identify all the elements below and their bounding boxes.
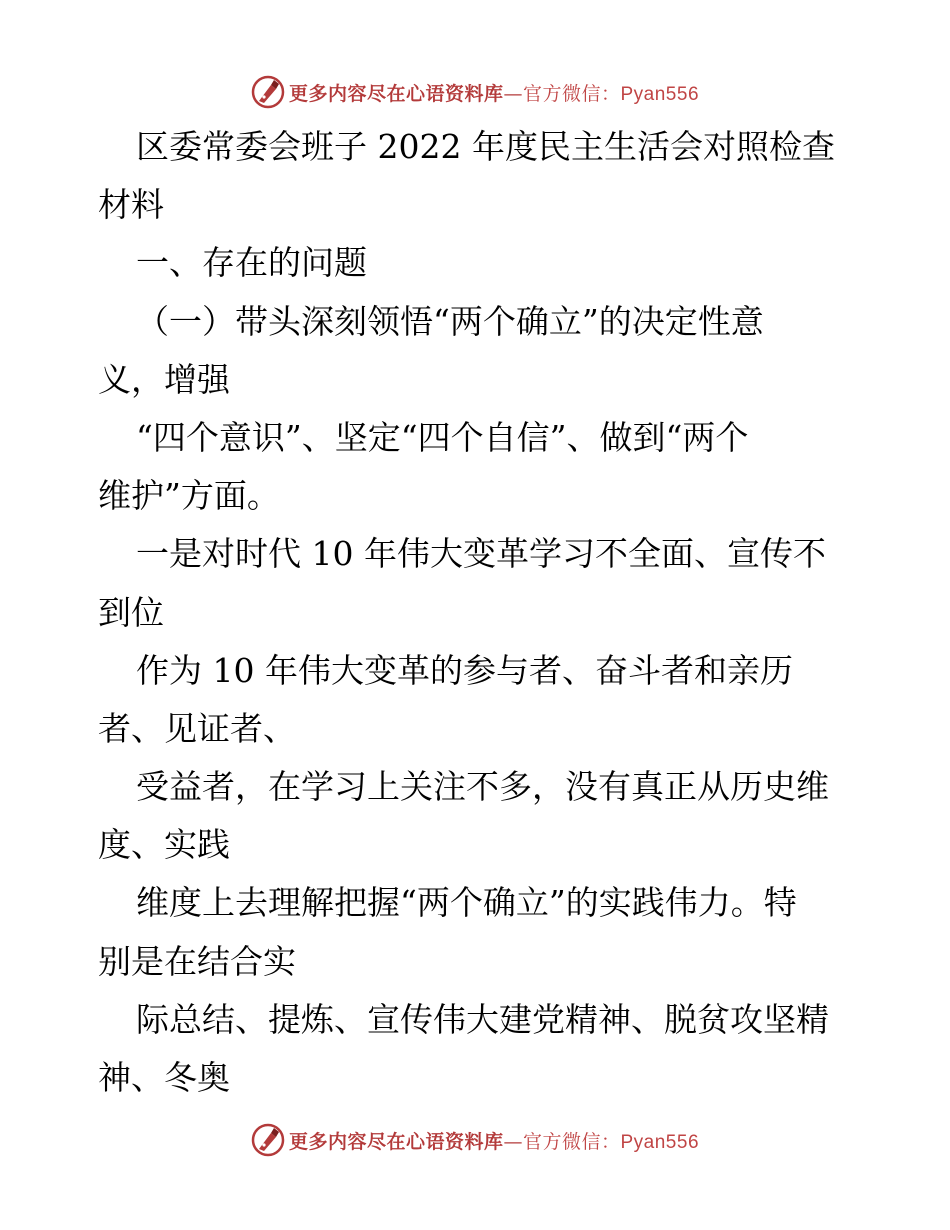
document-line: 度、实践 xyxy=(98,825,230,865)
document-line: 材料 xyxy=(98,185,164,225)
document-line: 维度上去理解把握“两个确立”的实践伟力。特 xyxy=(136,883,797,923)
document-line: 一是对时代 10 年伟大变革学习不全面、宣传不 xyxy=(136,534,826,574)
watermark-main-text: 更多内容尽在心语资料库 xyxy=(288,82,504,105)
watermark-separator: — xyxy=(503,1130,523,1153)
document-line: 受益者，在学习上关注不多，没有真正从历史维 xyxy=(136,767,829,807)
document-line: “四个意识”、坚定“四个自信”、做到“两个 xyxy=(136,417,749,457)
watermark-text xyxy=(289,79,699,106)
document-line: 别是在结合实 xyxy=(98,941,296,981)
watermark-text xyxy=(289,1127,699,1154)
document-line: 作为 10 年伟大变革的参与者、奋斗者和亲历 xyxy=(136,650,793,690)
document-line: 者、见证者、 xyxy=(98,708,296,748)
document-line: （一）带头深刻领悟“两个确立”的决定性意 xyxy=(136,301,764,341)
document-line: 维护”方面。 xyxy=(98,476,280,516)
fountain-pen-logo-icon xyxy=(251,1123,285,1157)
document-line: 神、冬奥 xyxy=(98,1058,230,1097)
document-line: 际总结、提炼、宣传伟大建党精神、脱贫攻坚精 xyxy=(136,999,829,1039)
watermark-separator: — xyxy=(503,82,523,105)
watermark-wechat-text: 官方微信：Pyan556 xyxy=(523,83,700,105)
watermark-footer xyxy=(0,1120,950,1160)
document-line: 一、存在的问题 xyxy=(136,243,367,283)
watermark-header xyxy=(0,72,950,112)
watermark-wechat-text: 官方微信：Pyan556 xyxy=(523,1131,700,1153)
document-line: 区委常委会班子 2022 年度民主生活会对照检查 xyxy=(136,127,835,166)
watermark-main-text: 更多内容尽在心语资料库 xyxy=(288,1130,504,1153)
document-line: 义，增强 xyxy=(98,359,230,399)
fountain-pen-logo-icon xyxy=(251,75,285,109)
document-line: 到位 xyxy=(98,592,164,632)
document-body xyxy=(98,118,858,1107)
